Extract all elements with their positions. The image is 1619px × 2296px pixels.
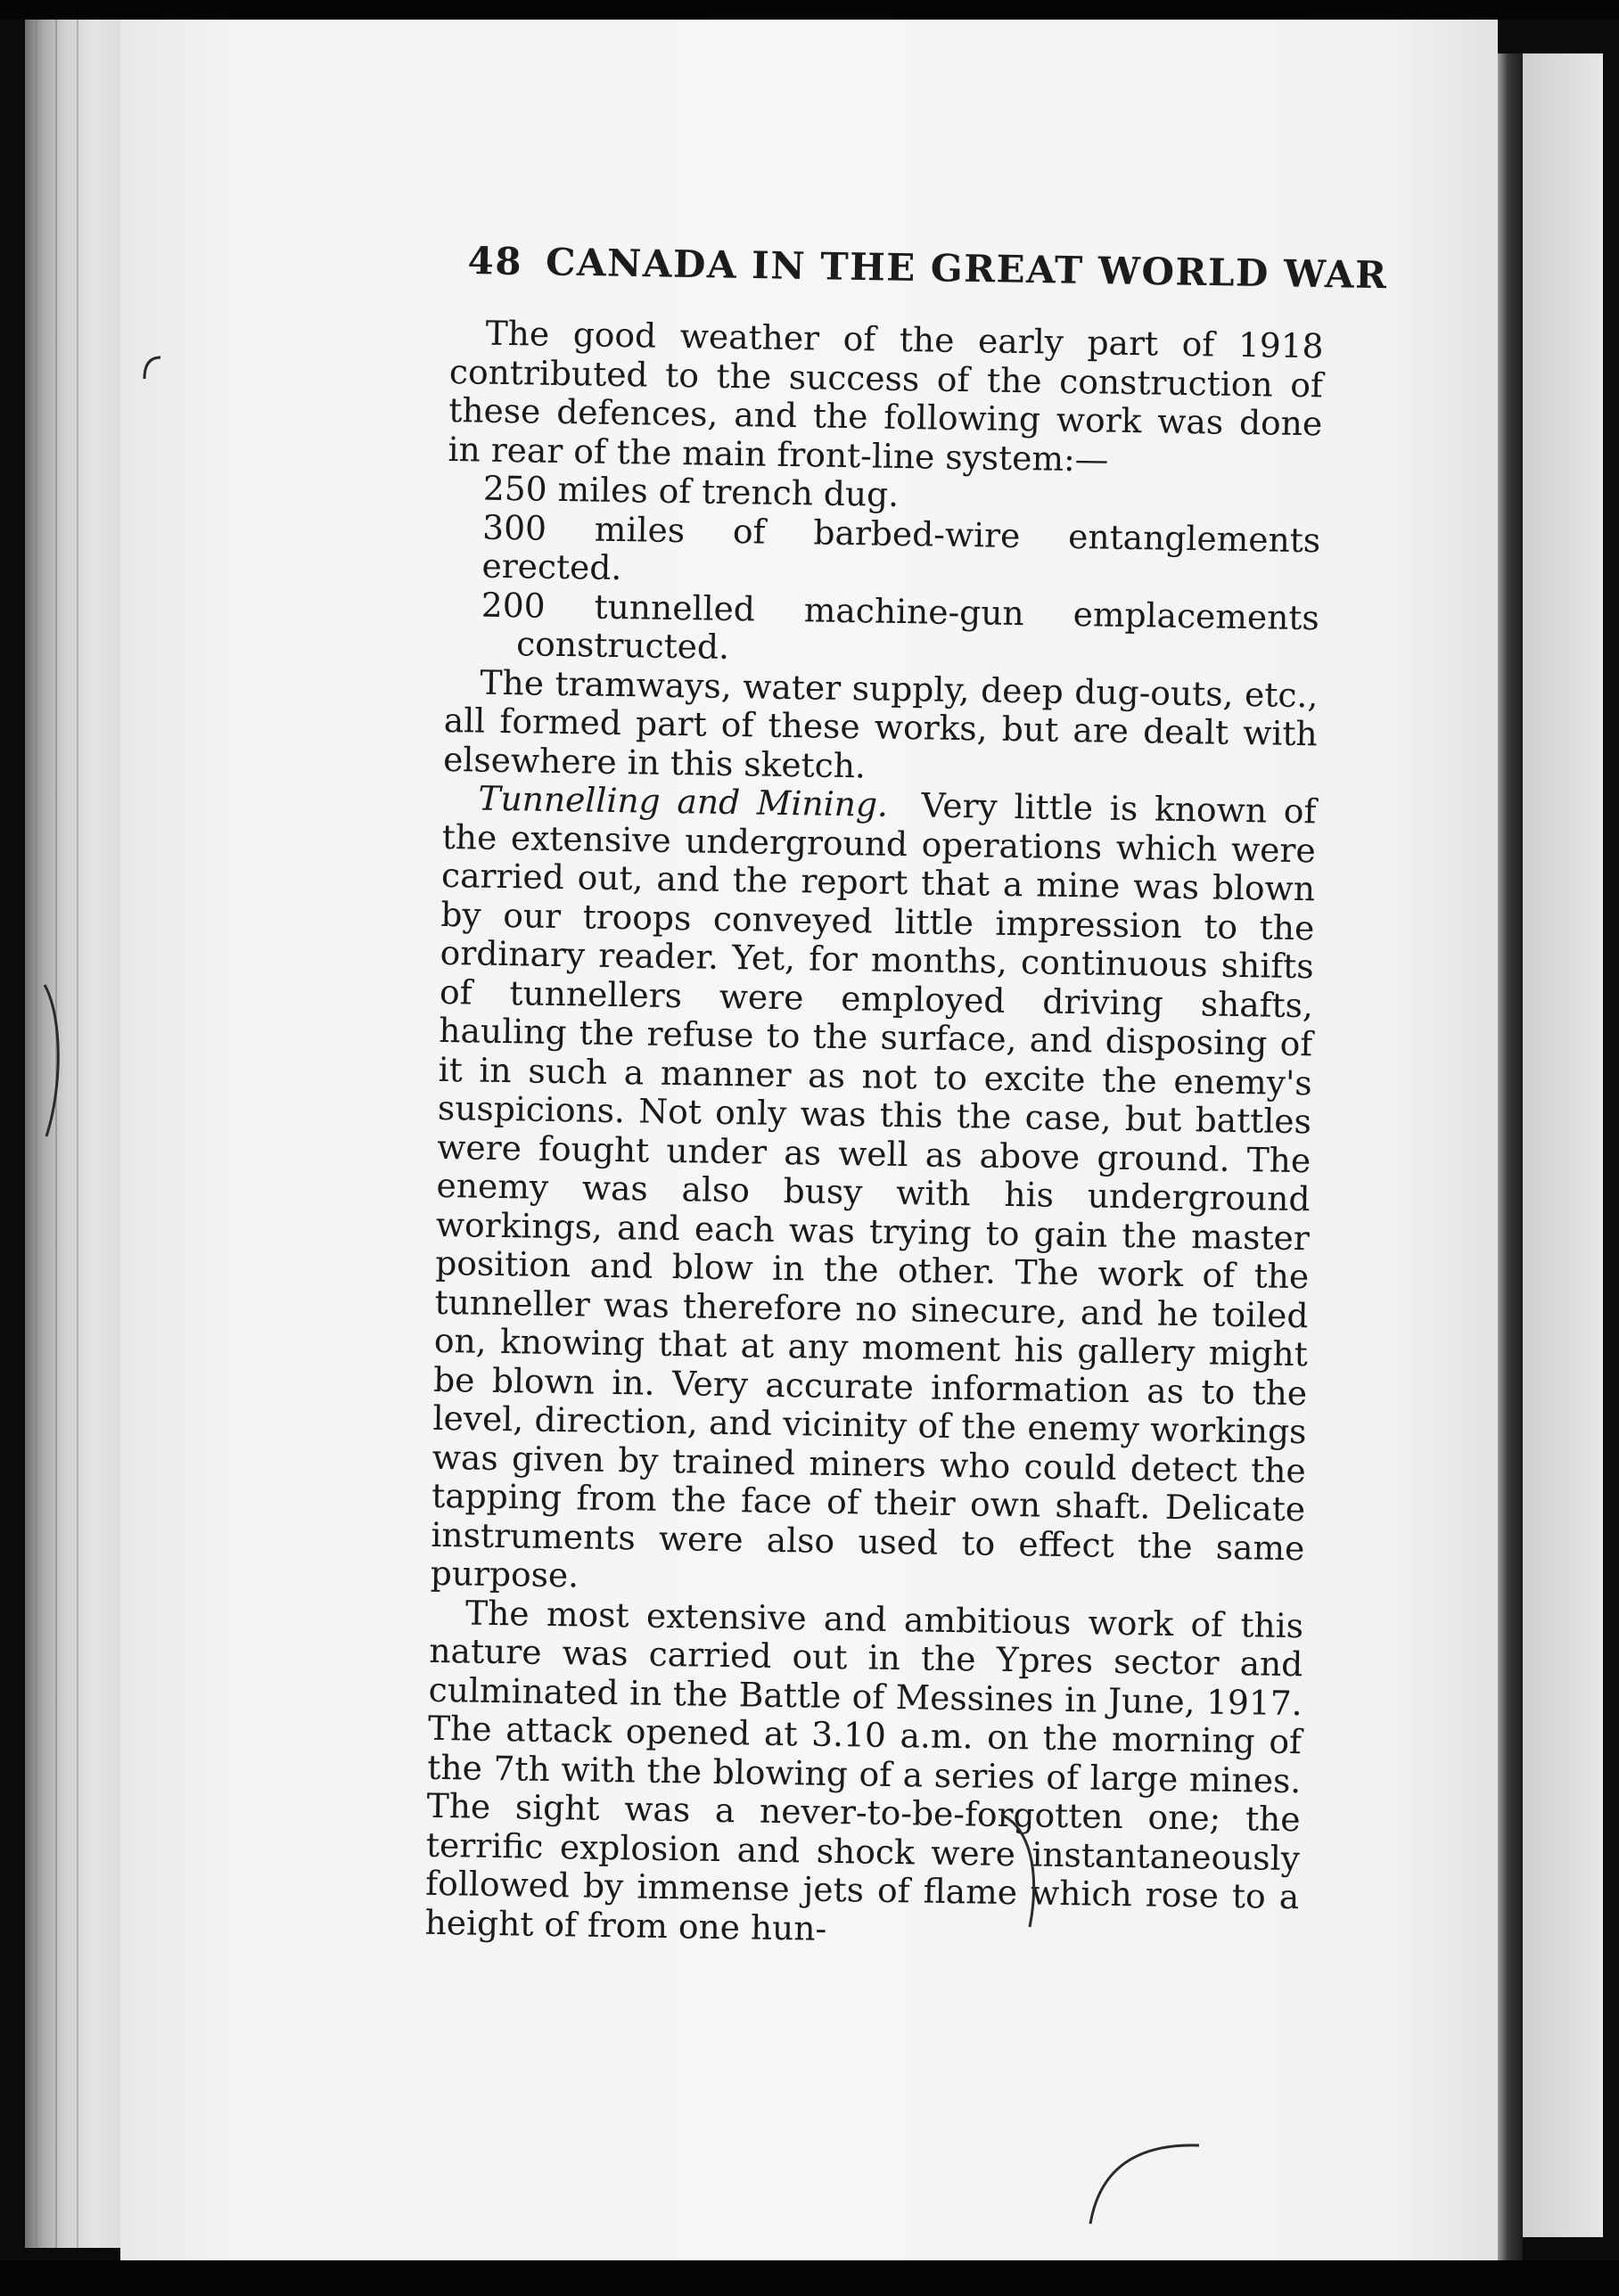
pencil-mark-footer xyxy=(1065,2135,1208,2233)
page-number: 48 xyxy=(467,239,523,283)
margin-bracket xyxy=(36,980,71,1141)
paragraph-tunnelling xyxy=(430,779,1316,1607)
right-page-edge xyxy=(1523,53,1603,2237)
paragraph-defences: The good weather of the early part of 1918 contributed to the success of the construction of these defences, and the following work was done in rear of the main front-line system:— xyxy=(448,313,1324,480)
list-item-wire: 300 miles of barbed-wire entanglements erected. xyxy=(481,507,1321,588)
right-binding-shadow xyxy=(1498,53,1523,2264)
paragraph-messines: The most extensive and ambitious work of this nature was carried out in the Ypres sector and culminated in the Battle of Messines in June, 1917. The attack opened at 3.10 a.m. on the morning of the 7th with the blowing of a series of large mines. The sight was a never-to-be-forgotten one; the terrific explosion and shock were instantaneously followed by immense jets of flame which rose to a height of from one hun- xyxy=(424,1592,1304,1948)
list-item-emplacements: 200 tunnelled machine-gun emplacements constructed. xyxy=(481,585,1320,667)
paragraph-tunnelling-text: Very little is known of the extensive underground operations which were carried out, and the report that a mine was blown by our troops conveyed little impression to the ordinary reader. Yet, for months, continuous shifts of tunnellers were employed driving shafts, hauling the refuse to the surface, and disposing of it in such a manner as not to excite the enemy's suspicions. Not only was this the case, but battles were fought under as well as above ground. The enemy was also busy with his underground workings, and each was trying to gain the master position and blow in the other. The work of the tunneller was therefore no sinecure, and he toiled on, knowing that at any moment his gallery might be blown in. Very accurate information as to the level, direction, and vicinity of the enemy workings was given by trained miners who could detect the tapping from the face of their own shaft. Delicate instruments were also used to effect the same purpose. xyxy=(430,785,1317,1595)
pencil-mark-bottom xyxy=(994,1809,1065,1934)
paragraph-tramways: The tramways, water supply, deep dug-outs, etc., all formed part of these works, but are dealt with elsewhere in this sketch. xyxy=(442,662,1319,785)
pencil-mark-left xyxy=(134,352,169,388)
film-frame-top xyxy=(0,0,1619,20)
film-frame-bottom xyxy=(0,2260,1619,2296)
section-heading: Tunnelling and Mining. xyxy=(478,778,889,824)
page-body xyxy=(424,314,1324,1956)
list-item-trench: 250 miles of trench dug. xyxy=(482,468,900,514)
book-title: CANADA IN THE GREAT WORLD WAR xyxy=(545,240,1388,298)
